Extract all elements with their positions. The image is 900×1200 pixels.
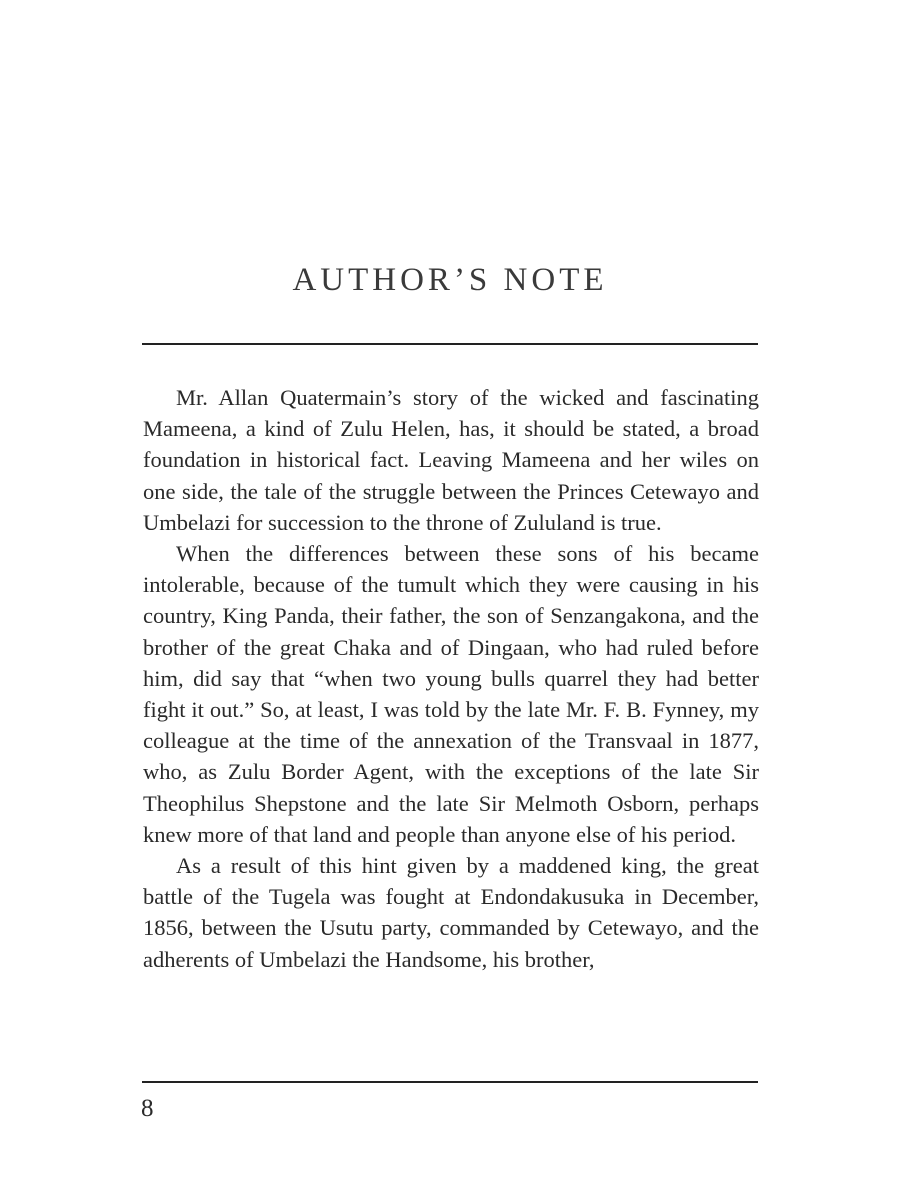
page-number: 8 (141, 1095, 154, 1122)
paragraph: As a result of this hint given by a maddened king, the great battle of the Tugela was fought at Endondakusuka in December, 1856, between the Usutu party, commanded by Cetewayo, and the adherents of Umbelazi the Handsome, his brother, (143, 853, 759, 972)
chapter-title: AUTHOR’S NOTE (292, 262, 608, 298)
title-divider (142, 343, 758, 345)
footer-divider (142, 1081, 758, 1083)
body-text (143, 382, 759, 975)
paragraph: When the differences between these sons of his became intolerable, because of the tumult which they were causing in his country, King Panda, their father, the son of Senzangakona, and the brother of the great Chaka and of Dingaan, who had ruled before him, did say that “when two young bulls quarrel they had better fight it out.” So, at least, I was told by the late Mr. F. B. Fynney, my colleague at the time of the annexation of the Transvaal in 1877, who, as Zulu Border Agent, with the exceptions of the late Sir Theophilus Shepstone and the late Sir Melmoth Osborn, perhaps knew more of that land and people than anyone else of his period. (143, 541, 759, 847)
paragraph: Mr. Allan Quatermain’s story of the wicked and fascinating Mameena, a kind of Zulu Helen, has, it should be stated, a broad foundation in historical fact. Leaving Mameena and her wiles on one side, the tale of the struggle between the Princes Cetewayo and Umbelazi for succession to the throne of Zululand is true. (143, 385, 759, 535)
